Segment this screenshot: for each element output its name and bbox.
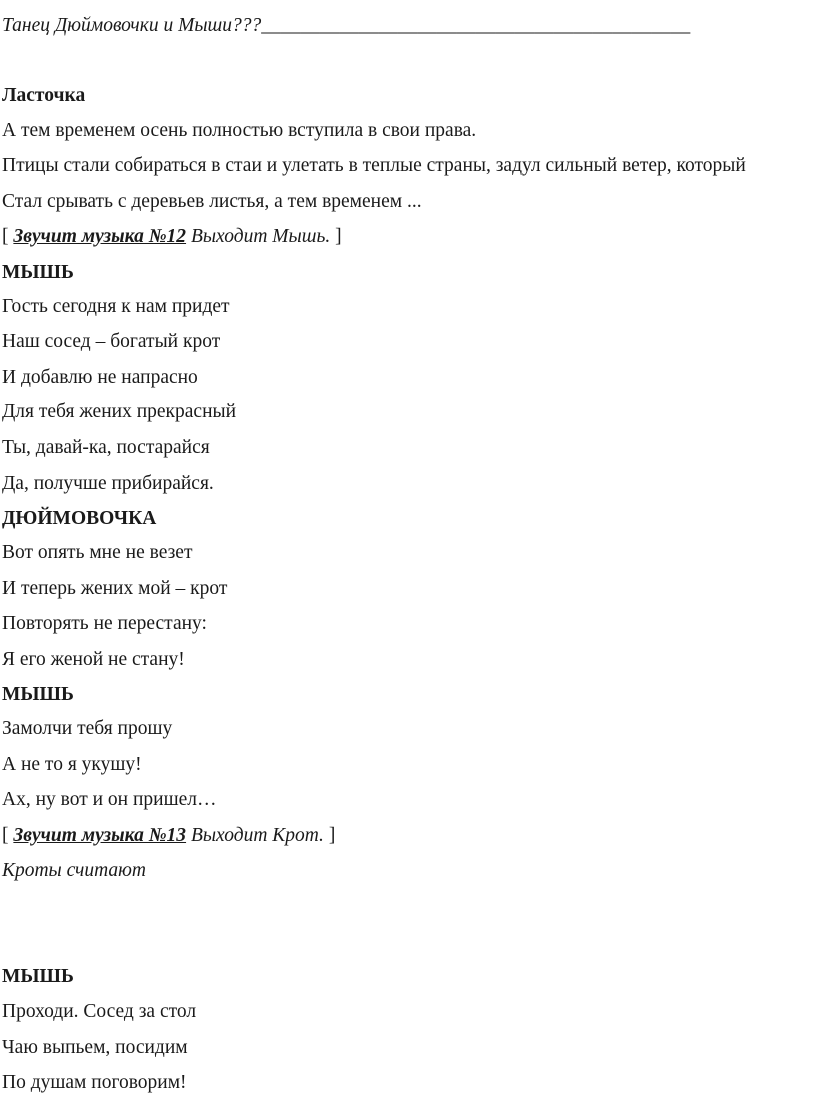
verse-line: И теперь жених мой – крот [2,578,228,599]
speaker-name: МЫШЬ [2,966,74,987]
verse-line: Для тебя жених прекрасный [2,401,237,422]
narration-line: Стал срывать с деревьев листья, а тем временем ... [2,191,422,212]
narration-line: А тем временем осень полностью вступила в свои права. [2,120,477,141]
stage-action: Выходит Крот. [186,825,324,846]
cue-bracket-open: [ [2,226,14,247]
verse-line: Вот опять мне не везет [2,542,193,563]
music-cue: Звучит музыка №13 [13,825,187,846]
verse-line: Гость сегодня к нам придет [2,296,230,317]
verse-line: Проходи. Сосед за стол [2,1001,197,1022]
section-heading: Ласточка [2,85,86,106]
stage-note: Кроты считают [2,860,146,881]
verse-line: Ты, давай-ка, постарайся [2,437,210,458]
verse-line: Чаю выпьем, посидим [2,1037,188,1058]
stage-action: Выходит Мышь. [186,226,331,247]
verse-line: Замолчи тебя прошу [2,718,173,739]
verse-line: Наш сосед – богатый крот [2,331,221,352]
speaker-name: МЫШЬ [2,262,74,283]
cue-bracket-close: ] [323,825,336,846]
document-title: Танец Дюймовочки и Мыши??? [2,15,262,36]
verse-line: Ах, ну вот и он пришел… [2,789,217,810]
speaker-name: МЫШЬ [2,684,74,705]
title-underline: ____________________________________________ [261,15,691,36]
document-title-line [2,14,690,38]
verse-line: Да, получше прибирайся. [2,473,214,494]
stage-cue [2,225,342,249]
stage-cue [2,824,335,848]
narration-line: Птицы стали собираться в стаи и улетать в теплые страны, задул сильный ветер, который [2,155,746,176]
verse-line: И добавлю не напрасно [2,367,198,388]
speaker-name: ДЮЙМОВОЧКА [2,508,157,529]
cue-bracket-close: ] [330,226,342,247]
music-cue: Звучит музыка №12 [13,226,187,247]
verse-line: По душам поговорим! [2,1072,187,1093]
verse-line: Я его женой не стану! [2,649,185,670]
cue-bracket-open: [ [2,825,14,846]
verse-line: А не то я укушу! [2,754,142,775]
verse-line: Повторять не перестану: [2,613,207,634]
